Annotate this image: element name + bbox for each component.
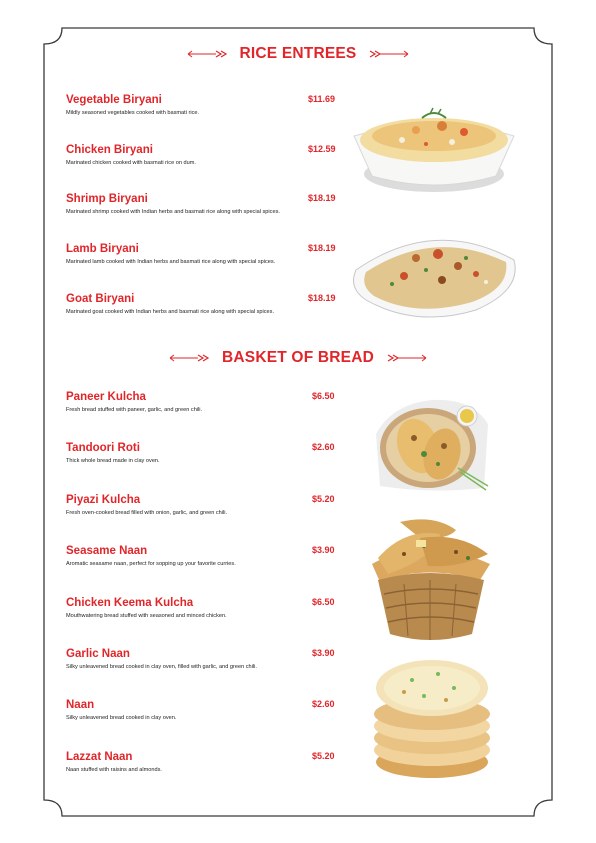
item-description: Marinated shrimp cooked with Indian herbs and basmati rice along with special spices. [66,209,280,215]
basket-of-bread-header [0,349,596,367]
naan-basket-image [364,514,498,646]
biryani-platter-image [346,218,522,322]
section-title: BASKET OF BREAD [222,349,374,366]
item-price: $18.19 [308,243,336,253]
item-price: $12.59 [308,144,336,154]
item-price: $2.60 [312,699,335,709]
kulcha-plate-image [372,394,492,494]
item-price: $5.20 [312,751,335,761]
item-name: Lazzat Naan [66,751,133,763]
item-name: Tandoori Roti [66,442,140,454]
item-name: Piyazi Kulcha [66,494,141,506]
item-description: Silky unleavened bread cooked in clay oven. [66,715,177,721]
item-name: Garlic Naan [66,648,130,660]
item-description: Marinated lamb cooked with Indian herbs and basmati rice along with special spices. [66,259,276,265]
item-price: $5.20 [312,494,335,504]
item-description: Thick whole bread made in clay oven. [66,458,160,464]
right-arrow-ornament-icon [384,353,428,363]
item-name: Naan [66,699,95,711]
rice-entrees-header [0,45,596,63]
item-name: Shrimp Biryani [66,193,148,205]
right-arrow-ornament-icon [366,49,410,59]
item-description: Marinated goat cooked with Indian herbs and basmati rice along with special spices. [66,309,275,315]
section-title: RICE ENTREES [239,45,357,62]
item-price: $6.50 [312,391,335,401]
item-name: Paneer Kulcha [66,391,146,403]
item-name: Vegetable Biryani [66,94,162,106]
item-description: Mildly seasoned vegetables cooked with basmati rice. [66,110,200,116]
left-arrow-ornament-icon [168,353,212,363]
item-price: $6.50 [312,597,335,607]
item-name: Chicken Biryani [66,144,153,156]
item-name: Chicken Keema Kulcha [66,597,194,609]
item-description: Mouthwatering bread stuffed with seasoned and minced chicken. [66,613,227,619]
item-price: $3.90 [312,648,335,658]
left-arrow-ornament-icon [186,49,230,59]
item-description: Naan stuffed with raisins and almonds. [66,767,162,773]
item-description: Fresh bread stuffed with paneer, garlic, and green chili. [66,407,203,413]
item-price: $18.19 [308,293,336,303]
item-name: Lamb Biryani [66,243,139,255]
biryani-bowl-image [346,102,520,198]
item-name: Seasame Naan [66,545,148,557]
item-description: Fresh oven-cooked bread filled with onion, garlic, and green chili. [66,510,228,516]
item-description: Silky unleavened bread cooked in clay oven, filled with garlic, and green chili. [66,664,257,670]
item-name: Goat Biryani [66,293,135,305]
item-description: Marinated chicken cooked with basmati rice on dum. [66,160,196,166]
item-price: $18.19 [308,193,336,203]
naan-stack-image [368,654,496,782]
item-price: $3.90 [312,545,335,555]
item-price: $2.60 [312,442,335,452]
item-price: $11.69 [308,94,336,104]
item-description: Aromatic seasame naan, perfect for sopping up your favorite curries. [66,561,236,567]
